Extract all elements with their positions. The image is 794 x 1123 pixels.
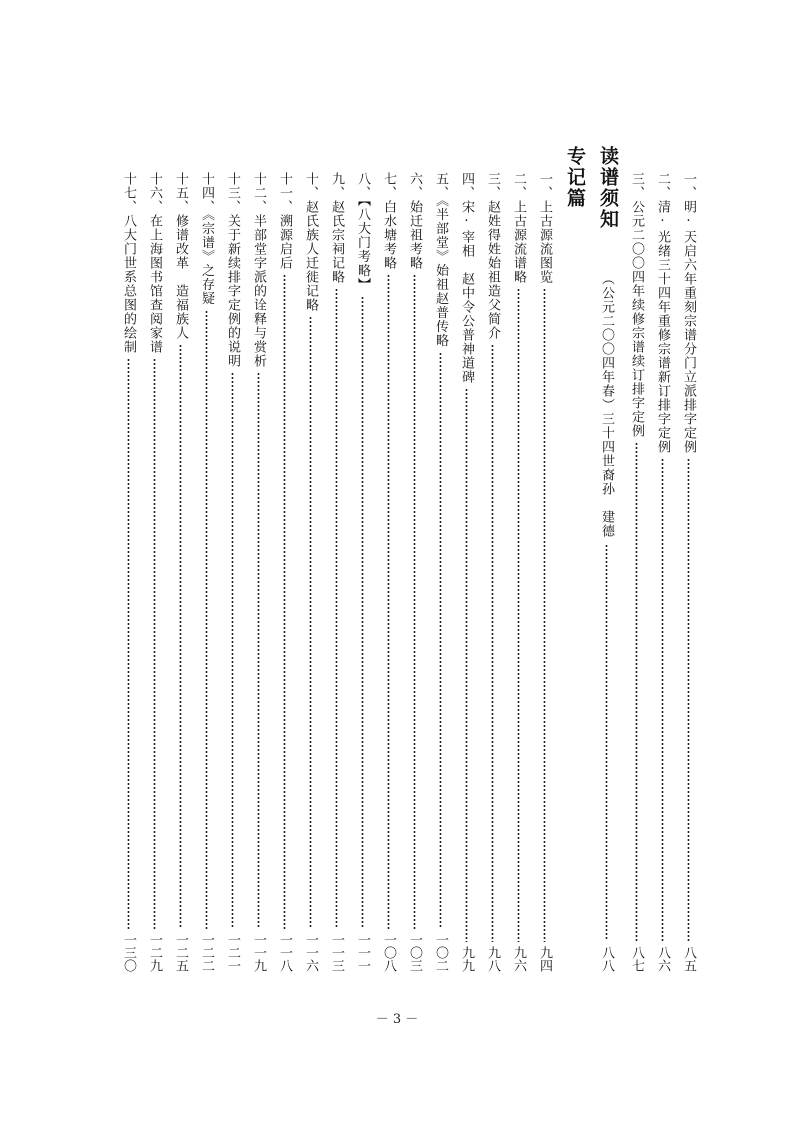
toc-entry-page: 一〇八 (381, 933, 396, 972)
toc-entry-page: 九四 (537, 946, 552, 972)
toc-entry-page: 一二九 (147, 933, 162, 972)
toc-entry-page: 九六 (511, 946, 526, 972)
toc-entry-page: 一〇三 (407, 933, 422, 972)
toc-entry-page: 一二五 (173, 933, 188, 972)
toc-entry[interactable] (170, 172, 190, 972)
toc-entry-title: 三、赵姓得姓始祖造父简介 (485, 172, 500, 340)
page-number: － 3 － (375, 1012, 419, 1027)
toc-entry[interactable] (300, 172, 320, 972)
toc-entry[interactable] (652, 172, 672, 972)
toc-entry[interactable] (534, 172, 554, 972)
dot-leader (361, 296, 364, 930)
toc-entry[interactable] (678, 172, 698, 972)
toc-entry-title: 七、白水塘考略 (381, 172, 396, 270)
dot-leader (605, 544, 608, 940)
toc-entry-page: 八六 (655, 946, 670, 972)
toc-entry-page: 一一三 (329, 933, 344, 972)
toc-entry[interactable] (248, 172, 268, 972)
toc-entry-title: 十六、在上海图书馆查阅家谱 (147, 172, 162, 354)
dot-leader (127, 358, 130, 929)
toc-entry-title: 一、上古源流图览 (537, 172, 552, 284)
toc-entry-title: 十四、《宗谱》之存疑 (199, 172, 214, 306)
dot-leader (257, 372, 260, 929)
toc-entry-title: 三、公元二〇〇四年续修宗谱续订排字定例 (629, 172, 644, 438)
dot-leader (413, 274, 416, 929)
dot-leader (635, 442, 638, 942)
toc-entry-page: 九八 (485, 946, 500, 972)
toc-entry[interactable] (222, 172, 242, 972)
toc-entry-title: 十、赵氏族人迁徙记略 (303, 172, 318, 312)
section-heading: 专记篇 (564, 146, 586, 209)
dot-leader (309, 316, 312, 929)
dot-leader (661, 458, 664, 942)
dot-leader (439, 352, 442, 930)
dot-leader (517, 288, 520, 942)
toc-entry-page: 一〇二 (433, 933, 448, 972)
toc-entry-title: 十七、八大门世系总图的绘制 (121, 172, 136, 354)
toc-entry[interactable] (144, 172, 164, 972)
toc-entry-title: 二、上古源流谱略 (511, 172, 526, 284)
toc-entry-title: 五、《半部堂》始祖赵普传略 (433, 172, 448, 348)
toc-entry-page: 一一一 (355, 933, 370, 972)
toc-entry-page: 一一六 (303, 933, 318, 972)
toc-entry-title: 四、宋·宰相 赵中令公普神道碑 (459, 172, 474, 384)
toc-entry[interactable] (430, 172, 450, 972)
dot-leader (387, 274, 390, 929)
toc-entry[interactable] (274, 172, 294, 972)
toc-entry[interactable] (404, 172, 424, 972)
toc-entry[interactable] (326, 172, 346, 972)
toc-entry[interactable] (626, 172, 646, 972)
toc-entry-title: 十三、关于新续排字定例的说明 (225, 172, 240, 368)
dot-leader (543, 288, 546, 942)
dot-leader (205, 310, 208, 930)
toc-entry-page: 一一八 (277, 933, 292, 972)
toc-entry[interactable] (378, 172, 398, 972)
dot-leader (335, 288, 338, 929)
toc-entry-title: 十二、半部堂字派的诠释与赏析 (251, 172, 266, 368)
toc-entry[interactable] (196, 172, 216, 972)
toc-entry-title: 十五、修谱改革 造福族人 (173, 172, 188, 340)
toc-entry-page: 一三〇 (121, 933, 136, 972)
toc-entry-page: 八七 (629, 946, 644, 972)
toc-entry-title: 六、始迁祖考略 (407, 172, 422, 270)
toc-entry-title: 十一、溯源启后 (277, 172, 292, 270)
toc-entry[interactable] (508, 172, 528, 972)
toc-entry[interactable] (352, 172, 372, 972)
readme-entry[interactable] (596, 272, 616, 972)
dot-leader (687, 458, 690, 942)
readme-byline: （公元二〇〇四年春）三十四世裔孙 建德 (599, 272, 614, 538)
toc-entry-title: 九、赵氏宗祠记略 (329, 172, 344, 284)
toc-entry-title: 二、清·光绪三十四年重修宗谱新订排字定例 (655, 172, 670, 454)
toc-entry[interactable] (456, 172, 476, 972)
dot-leader (231, 372, 234, 929)
dot-leader (465, 388, 468, 942)
toc-entry-page: 九九 (459, 946, 474, 972)
toc-entry-page: 八八 (599, 946, 614, 972)
toc-entry-page: 一二一 (225, 933, 240, 972)
dot-leader (283, 274, 286, 929)
toc-entry-title: 一、明·天启六年重刻宗谱分门立派排字定例 (681, 172, 696, 454)
dot-leader (491, 344, 494, 942)
toc-entry-page: 一一九 (251, 933, 266, 972)
toc-entry-page: 八五 (681, 946, 696, 972)
toc-entry[interactable] (482, 172, 502, 972)
toc-entry-page: 一二二 (199, 933, 214, 972)
readme-heading[interactable]: 读谱须知 (597, 146, 619, 230)
dot-leader (179, 344, 182, 929)
dot-leader (153, 358, 156, 929)
toc-entry-title: 八、【八大门考略】 (355, 172, 370, 292)
toc-entry[interactable] (118, 172, 138, 972)
